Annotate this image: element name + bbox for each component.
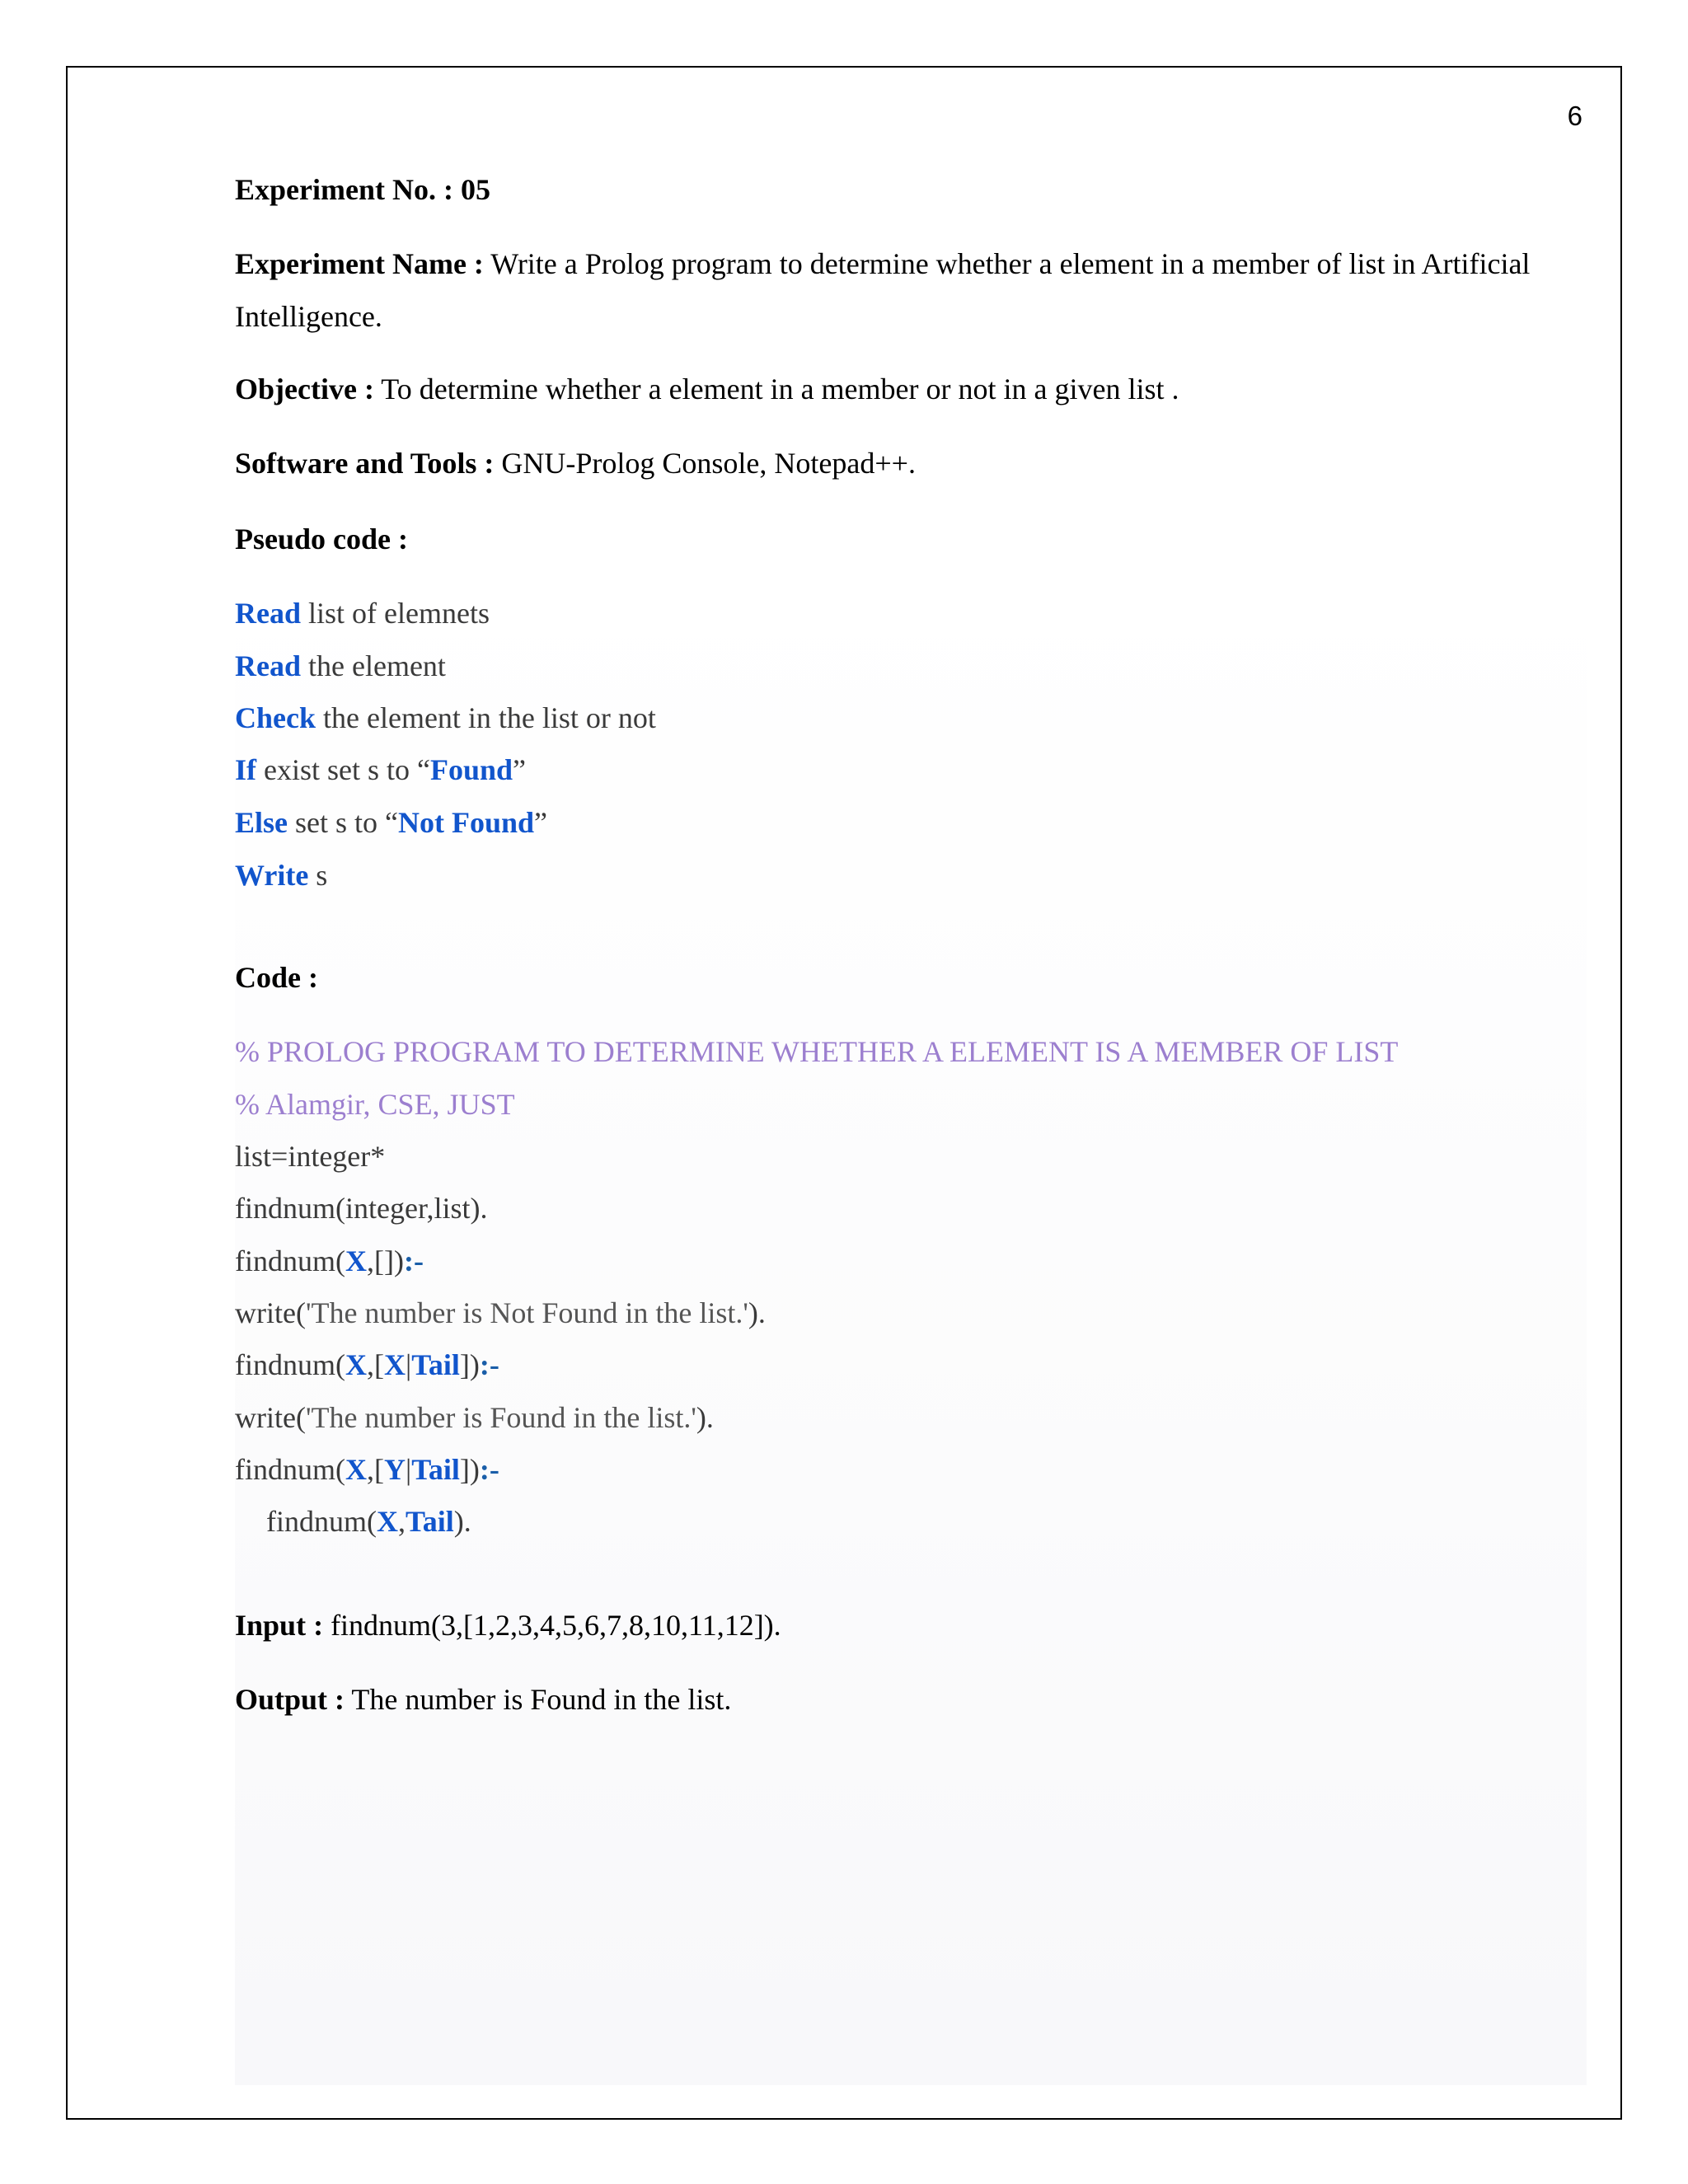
code-line-6 [235, 1295, 766, 1331]
pseudo-text: s [316, 859, 328, 892]
pseudo-line-4 [235, 752, 526, 788]
pseudo-text: the element [308, 649, 446, 682]
code-line-7 [235, 1347, 499, 1383]
experiment-no: Experiment No. : 05 [235, 173, 490, 206]
code-token: ,[ [366, 1348, 384, 1381]
code-line-5 [235, 1243, 424, 1279]
code-token: write( [235, 1296, 306, 1329]
code-token: ,[ [366, 1453, 384, 1486]
output-text: The number is Found in the list. [351, 1683, 732, 1716]
code-line-10 [266, 1503, 471, 1540]
code-token: ). [748, 1296, 766, 1329]
input-line [235, 1607, 781, 1643]
code-variable: X [345, 1453, 367, 1486]
code-variable: X [383, 1348, 406, 1381]
code-token: findnum( [235, 1453, 345, 1486]
pseudo-line-3 [235, 700, 656, 736]
pseudo-text: list of elemnets [308, 597, 490, 630]
code-string: 'The number is Found in the list.' [305, 1401, 696, 1434]
output-line [235, 1681, 731, 1718]
code-token: ]) [459, 1453, 480, 1486]
code-token: write( [235, 1401, 306, 1434]
code-string: 'The number is Not Found in the list.' [305, 1296, 748, 1329]
experiment-name [235, 237, 1574, 343]
experiment-name-label: Experiment Name : [235, 247, 484, 280]
output-label: Output : [235, 1683, 345, 1716]
software-tools [235, 445, 916, 481]
code-operator: :- [403, 1244, 424, 1277]
quote: ” [534, 806, 548, 839]
code-variable: Tail [405, 1505, 454, 1538]
keyword: Check [235, 701, 316, 734]
objective [235, 371, 1179, 407]
objective-label: Objective : [235, 373, 374, 405]
value: Found [429, 753, 513, 786]
keyword: Read [235, 597, 301, 630]
code-variable: Tail [411, 1453, 460, 1486]
pseudo-text: the element in the list or not [323, 701, 656, 734]
code-line-3: list=integer* [235, 1140, 386, 1173]
pseudo-line-1 [235, 595, 490, 631]
input-text: findnum(3,[1,2,3,4,5,6,7,8,10,11,12]). [331, 1609, 781, 1642]
code-operator: :- [479, 1348, 499, 1381]
value: Not Found [398, 806, 535, 839]
input-label: Input : [235, 1609, 324, 1642]
code-token: findnum( [235, 1244, 345, 1277]
quote: ” [513, 753, 527, 786]
software-label: Software and Tools : [235, 447, 495, 480]
keyword: If [235, 753, 256, 786]
code-comment-1: % PROLOG PROGRAM TO DETERMINE WHETHER A ELEMENT IS A MEMBER OF LIST [235, 1035, 1399, 1068]
keyword: Else [235, 806, 288, 839]
code-token: , [397, 1505, 406, 1538]
code-token: | [405, 1348, 412, 1381]
code-token: ). [696, 1401, 714, 1434]
code-comment-2: % Alamgir, CSE, JUST [235, 1088, 515, 1121]
code-variable: Tail [411, 1348, 460, 1381]
code-token: | [405, 1453, 412, 1486]
code-line-8 [235, 1399, 714, 1436]
code-variable: Y [383, 1453, 406, 1486]
pseudo-code-heading: Pseudo code : [235, 523, 408, 555]
pseudo-text: set s to “ [295, 806, 398, 839]
pseudo-line-6 [235, 857, 327, 893]
code-token: ,[]) [366, 1244, 404, 1277]
code-token: findnum( [266, 1505, 377, 1538]
code-variable: X [376, 1505, 398, 1538]
shaded-region [235, 577, 1587, 2085]
experiment-name-text: Write a Prolog program to determine whether a element in a member of list in Artificial Intelligence. [235, 247, 1531, 333]
code-line-9 [235, 1451, 499, 1488]
page-number: 6 [1567, 101, 1582, 131]
code-operator: :- [479, 1453, 499, 1486]
code-variable: X [345, 1244, 367, 1277]
pseudo-line-2 [235, 648, 446, 684]
pseudo-line-5 [235, 804, 547, 841]
objective-text: To determine whether a element in a member or not in a given list . [381, 373, 1179, 405]
code-token: findnum( [235, 1348, 345, 1381]
pseudo-text: exist set s to “ [264, 753, 430, 786]
code-token: ]) [459, 1348, 480, 1381]
code-variable: X [345, 1348, 367, 1381]
software-text: GNU-Prolog Console, Notepad++. [501, 447, 916, 480]
keyword: Write [235, 859, 309, 892]
code-heading: Code : [235, 961, 318, 994]
code-line-4: findnum(integer,list). [235, 1192, 488, 1225]
code-token: ). [453, 1505, 471, 1538]
keyword: Read [235, 649, 301, 682]
